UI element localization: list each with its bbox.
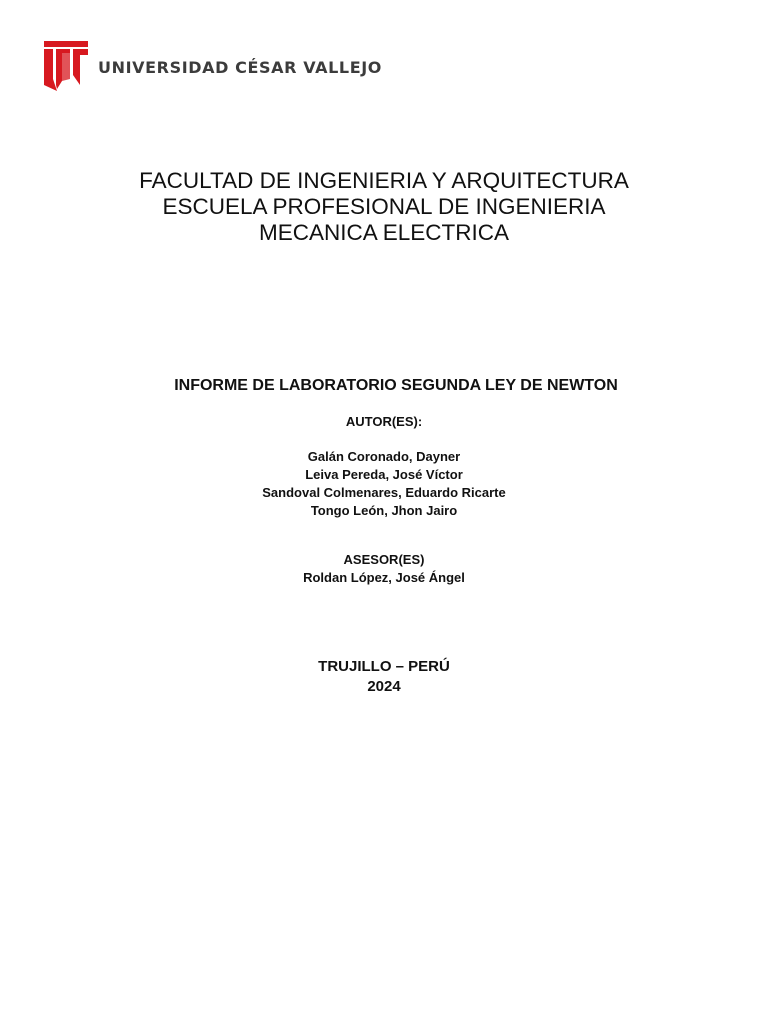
advisors-heading: ASESOR(ES) bbox=[343, 552, 425, 567]
author-name: Leiva Pereda, José Víctor bbox=[305, 467, 463, 482]
authors-list bbox=[0, 448, 768, 520]
faculty-line: MECANICA ELECTRICA bbox=[258, 220, 510, 245]
city-country: TRUJILLO – PERÚ bbox=[318, 658, 450, 675]
report-year: 2024 bbox=[367, 678, 401, 695]
university-logo bbox=[44, 41, 382, 91]
authors-heading: AUTOR(ES): bbox=[345, 414, 423, 429]
university-shield-icon bbox=[44, 41, 88, 91]
author-name: Galán Coronado, Dayner bbox=[307, 449, 461, 464]
faculty-line: FACULTAD DE INGENIERIA Y ARQUITECTURA bbox=[139, 168, 629, 193]
advisor-name: Roldan López, José Ángel bbox=[303, 570, 465, 585]
faculty-line: ESCUELA PROFESIONAL DE INGENIERIA bbox=[162, 194, 606, 219]
faculty-heading bbox=[0, 168, 768, 246]
report-title: INFORME DE LABORATORIO SEGUNDA LEY DE NEWTON bbox=[174, 377, 618, 394]
author-name: Tongo León, Jhon Jairo bbox=[310, 503, 458, 518]
author-name: Sandoval Colmenares, Eduardo Ricarte bbox=[262, 485, 506, 500]
university-name: UNIVERSIDAD CÉSAR VALLEJO bbox=[98, 58, 382, 77]
